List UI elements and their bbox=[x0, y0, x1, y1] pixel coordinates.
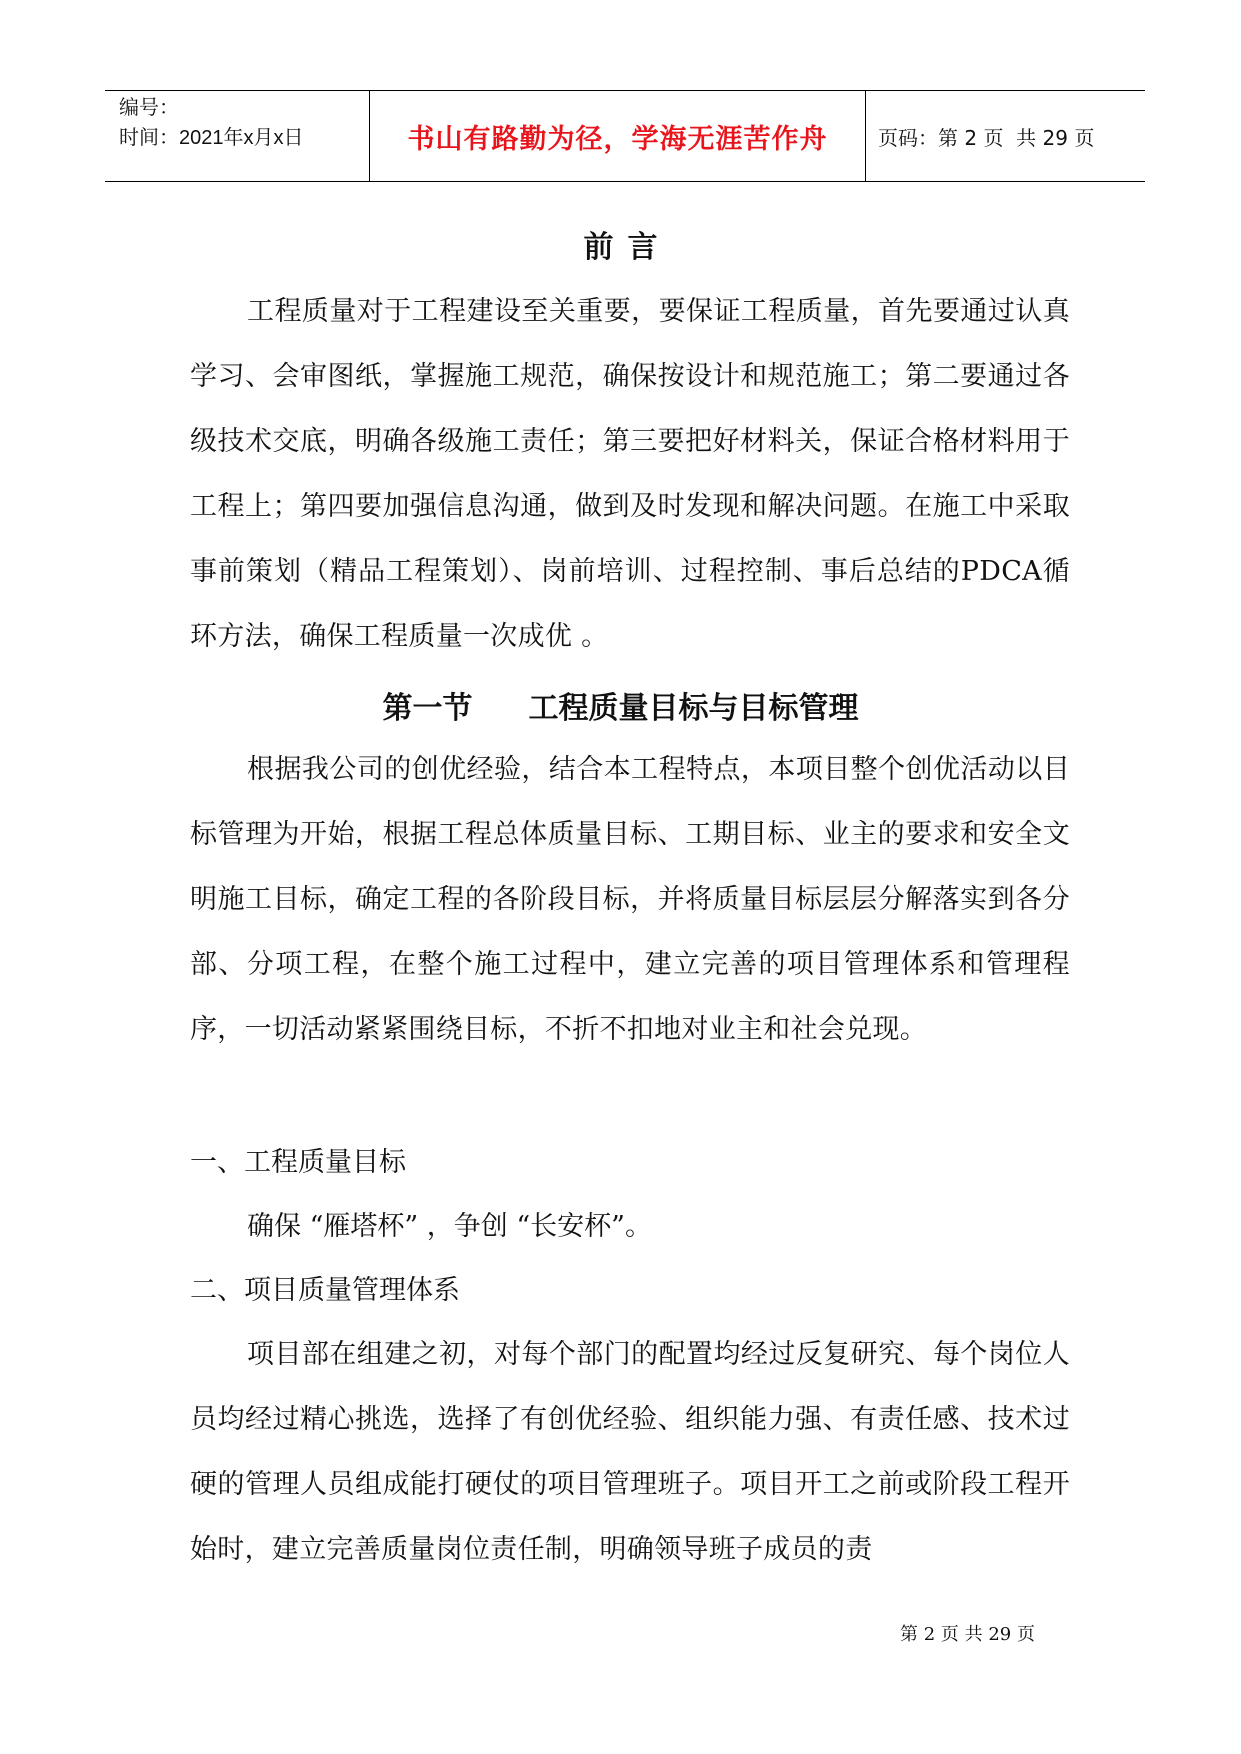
header-page-info bbox=[866, 91, 1145, 181]
document-time: 时间：2021年x月x日 bbox=[119, 127, 304, 149]
quality-goal-text: 确保 “雁塔杯” ，争创 “长安杯”。 bbox=[247, 1211, 652, 1242]
management-system-paragraph: 项目部在组建之初，对每个部门的配置均经过反复研究、每个岗位人员均经过精心挑选，选择了有创优经验、组织能力强、有责任感、技术过硬的管理人员组成能打硬仗的项目管理班子。项目开工之前或阶段工程开始时，建立完善质量岗位责任制，明确领导班子成员的责 bbox=[190, 1339, 1070, 1565]
header-motto: 书山有路勤为径，学海无涯苦作舟 bbox=[370, 91, 866, 181]
section-paragraph: 根据我公司的创优经验，结合本工程特点，本项目整个创优活动以目标管理为开始，根据工程总体质量目标、工期目标、业主的要求和安全文明施工目标，确定工程的各阶段目标，并将质量目标层层分解落实到各分部、分项工程，在整个施工过程中，建立完善的项目管理体系和管理程序，一切活动紧紧围绕目标，不折不扣地对业主和社会兑现。 bbox=[190, 754, 1070, 1045]
document-number-label: 编号： bbox=[119, 97, 179, 119]
section-title: 工程质量目标与目标管理 bbox=[528, 691, 859, 726]
page-footer: 第 2 页 共 29 页 bbox=[900, 1624, 1035, 1645]
management-system-heading: 二、项目质量管理体系 bbox=[190, 1275, 460, 1306]
preface-title: 前言 bbox=[583, 230, 672, 265]
section-number: 第一节 bbox=[382, 691, 473, 726]
page-header bbox=[105, 90, 1145, 182]
section-heading bbox=[0, 683, 1241, 727]
preface-paragraph: 工程质量对于工程建设至关重要，要保证工程质量，首先要通过认真学习、会审图纸，掌握施工规范，确保按设计和规范施工；第二要通过各级技术交底，明确各级施工责任；第三要把好材料关，保证合格材料用于工程上；第四要加强信息沟通，做到及时发现和解决问题。在施工中采取事前策划（精品工程策划）、岗前培训、过程控制、事后总结的PDCA循环方法，确保工程质量一次成优 。 bbox=[190, 296, 1070, 652]
header-page-info-text: 页码：第 2 页 共 29 页 bbox=[878, 125, 1095, 150]
quality-goal-heading: 一、工程质量目标 bbox=[190, 1147, 406, 1178]
header-meta bbox=[105, 91, 370, 181]
